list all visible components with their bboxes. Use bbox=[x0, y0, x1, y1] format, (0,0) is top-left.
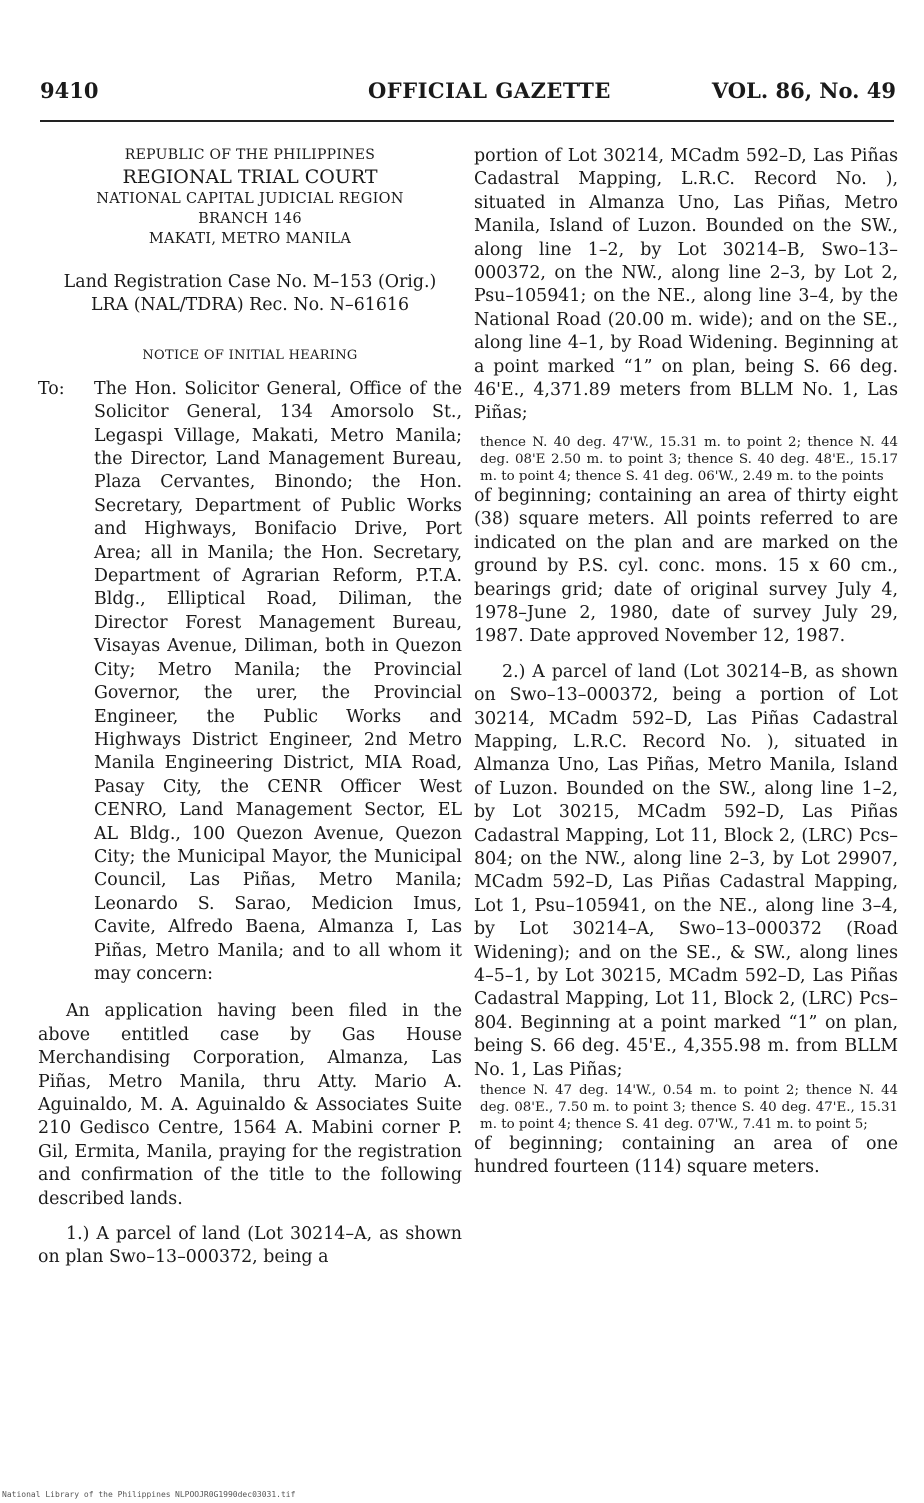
case-number: Land Registration Case No. M–153 (Orig.) bbox=[63, 272, 437, 292]
notice-title: NOTICE OF INITIAL HEARING bbox=[142, 347, 358, 363]
to-label: To: bbox=[38, 378, 65, 399]
header-rule bbox=[40, 120, 894, 122]
lot2-survey-lines: thence N. 47 deg. 14'W., 0.54 m. to point 2; thence N. 44 deg. 08'E., 7.50 m. to point 3; thence S. 40 deg. 47'E., 15.31 m. to point 4; thence S. 41 deg. 07'W., 7.41 m. to point 5; bbox=[480, 1083, 898, 1133]
running-title: OFFICIAL GAZETTE bbox=[368, 78, 611, 103]
scan-filename: NLPOOJR0G1990dec03031.tif bbox=[175, 1490, 296, 1499]
region-heading: NATIONAL CAPITAL JUDICIAL REGION bbox=[96, 191, 404, 207]
right-column bbox=[474, 145, 898, 1180]
republic-heading: REPUBLIC OF THE PHILIPPINES bbox=[124, 147, 376, 163]
branch-heading: BRANCH 146 bbox=[198, 211, 302, 227]
lot1-intro: 1.) A parcel of land (Lot 30214–A, as shown on plan Swo–13–000372, being a bbox=[38, 1224, 462, 1268]
court-heading: REGIONAL TRIAL COURT bbox=[122, 166, 378, 188]
lra-record: LRA (NAL/TDRA) Rec. No. N–61616 bbox=[90, 295, 410, 316]
left-column bbox=[38, 145, 462, 1270]
addressee-list: The Hon. Solicitor General, Office of the Solicitor General, 134 Amorsolo St., Legaspi Village, Makati, Metro Manila; the Director, Land Management Bureau, Plaza Cervantes, Binondo; the Hon. Secretary, Department of Public Works and Highways, Bonifacio Drive, Port Area; all in Manila; the Hon. Secretary, Department of Agrarian Reform, P.T.A. Bldg., Elliptical Road, Diliman, the Director Forest Management Bureau, Visayas Avenue, Diliman, both in Quezon City; Metro Manila; the Provincial Governor, the urer, the Provincial Engineer, the Public Works and Highways District Engineer, 2nd Metro Manila Engineering District, MIA Road, Pasay City, the CENR Officer West CENRO, Land Management Sector, EL AL Bldg., 100 Quezon Avenue, Quezon City; the Municipal Mayor, the Municipal Council, Las Piñas, Metro Manila; Leonardo S. Sarao, Medicion Imus, Cavite, Alfredo Baena, Almanza I, Las Piñas, Metro Manila; and to all whom it may concern: bbox=[94, 378, 462, 984]
library-credit: National Library of the Philippines bbox=[2, 1490, 171, 1499]
lot1-closing: of beginning; containing an area of thirty eight (38) square meters. All points referred to are indicated on the plan and are marked on the ground by P.S. cyl. conc. mons. 15 x 60 cm., bearings grid; date of original survey July 4, 1978–June 2, 1980, date of survey July 29, 1987. Date approved November 12, 1987. bbox=[474, 485, 898, 647]
lot1-survey-lines: thence N. 40 deg. 47'W., 15.31 m. to point 2; thence N. 44 deg. 08'E 2.50 m. to point 3; thence S. 40 deg. 48'E., 15.17 m. to point 4; thence S. 41 deg. 06'W., 2.49 m. to the points bbox=[480, 434, 898, 484]
page-number: 9410 bbox=[40, 78, 99, 103]
lot2-description: 2.) A parcel of land (Lot 30214–B, as shown on Swo–13–000372, being a portion of Lot 30214, MCadm 592–D, Las Piñas Cadastral Mapping, L.R.C. Record No. ), situated in Almanza Uno, Las Piñas, Metro Manila, Island of Luzon. Bounded on the SW., along line 1–2, by Lot 30215, MCadm 592–D, Las Piñas Cadastral Mapping, Lot 11, Block 2, (LRC) Pcs–804; on the NW., along line 2–3, by Lot 29907, MCadm 592–D, Las Piñas Cadastral Mapping, Lot 1, Psu–105941, on the NE., along line 3–4, by Lot 30214–A, Swo–13–000372 (Road Widening); and on the SE., & SW., along lines 4–5–1, by Lot 30215, MCadm 592–D, Las Piñas Cadastral Mapping, Lot 11, Block 2, (LRC) Pcs–804. Beginning at a point marked “1” on plan, being S. 66 deg. 45'E., 4,355.98 m. from BLLM No. 1, Las Piñas; bbox=[474, 661, 898, 1080]
addressee-block bbox=[38, 378, 462, 987]
volume-number: VOL. 86, No. 49 bbox=[711, 78, 896, 103]
application-paragraph: An application having been filed in the above entitled case by Gas House Merchandising Corporation, Almanza, Las Piñas, Metro Manila, thru Atty. Mario A. Aguinaldo, M. A. Aguinaldo & Associates Suite 210 Gedisco Centre, 1564 A. Mabini corner P. Gil, Ermita, Manila, praying for the registration and confirmation of the title to the following described lands. bbox=[38, 1001, 462, 1209]
lot1-description: portion of Lot 30214, MCadm 592–D, Las Piñas Cadastral Mapping, L.R.C. Record No. ), situated in Almanza Uno, Las Piñas, Metro Manila, Island of Luzon. Bounded on the SW., along line 1–2, by Lot 30214–B, Swo–13–000372, on the NW., along line 2–3, by Lot 2, Psu–105941; on the NE., along line 3–4, by the National Road (20.00 m. wide); and on the SE., along line 4–1, by Road Widening. Beginning at a point marked “1” on plan, being S. 66 deg. 46'E., 4,371.89 meters from BLLM No. 1, Las Piñas; bbox=[474, 146, 898, 424]
location-heading: MAKATI, METRO MANILA bbox=[148, 231, 352, 247]
lot2-closing: of beginning; containing an area of one hundred fourteen (114) square meters. bbox=[474, 1134, 898, 1178]
